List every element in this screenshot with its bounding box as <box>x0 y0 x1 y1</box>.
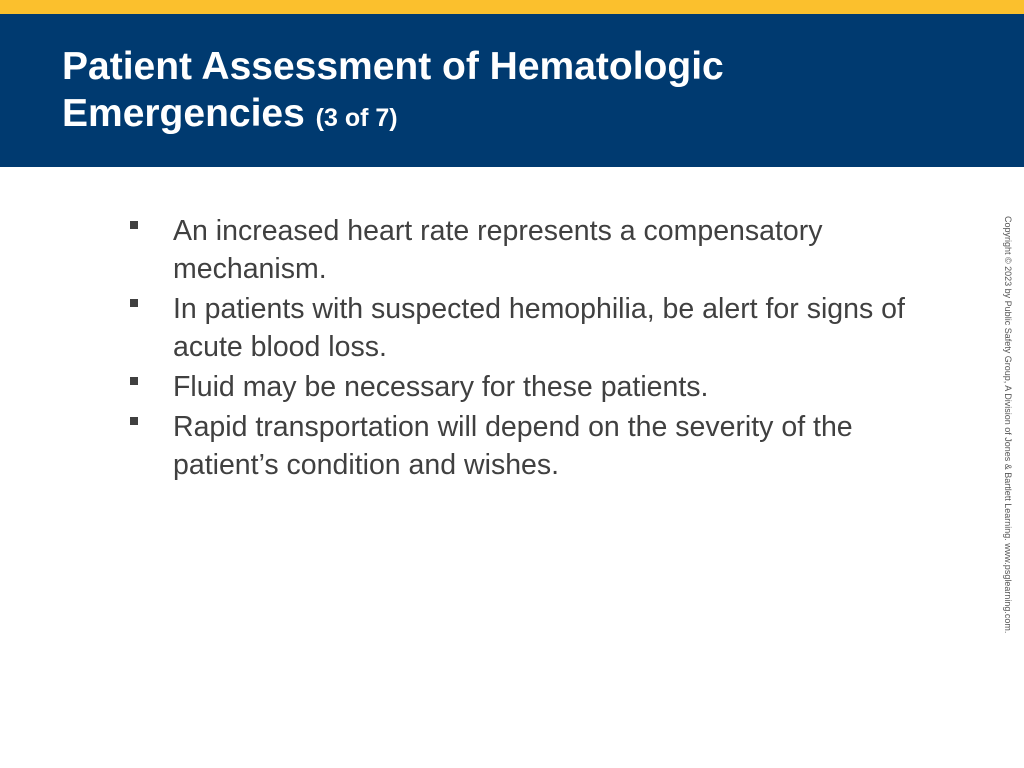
accent-stripe <box>0 0 1024 14</box>
bullet-text: Rapid transportation will depend on the severity of the patient’s condition and wishes. <box>173 411 853 481</box>
slide-title-main: Patient Assessment of Hematologic Emergencies <box>62 45 724 135</box>
slide-title <box>62 43 962 142</box>
bullet-text: An increased heart rate represents a compensatory mechanism. <box>173 215 823 285</box>
bullet-item <box>128 212 928 288</box>
bullet-text: Fluid may be necessary for these patients. <box>173 371 709 403</box>
bullet-text: In patients with suspected hemophilia, be alert for signs of acute blood loss. <box>173 293 905 363</box>
bullet-item <box>128 368 928 406</box>
bullet-item <box>128 290 928 366</box>
bullet-list <box>128 212 928 486</box>
square-bullet-icon <box>130 221 138 229</box>
copyright-notice: Copyright © 2023 by Public Safety Group, A Division of Jones & Bartlett Learning. www.psglearning.com. <box>1003 216 1013 634</box>
square-bullet-icon <box>130 377 138 385</box>
bullet-item <box>128 408 928 484</box>
square-bullet-icon <box>130 299 138 307</box>
square-bullet-icon <box>130 417 138 425</box>
slide-title-sub: (3 of 7) <box>315 104 398 132</box>
